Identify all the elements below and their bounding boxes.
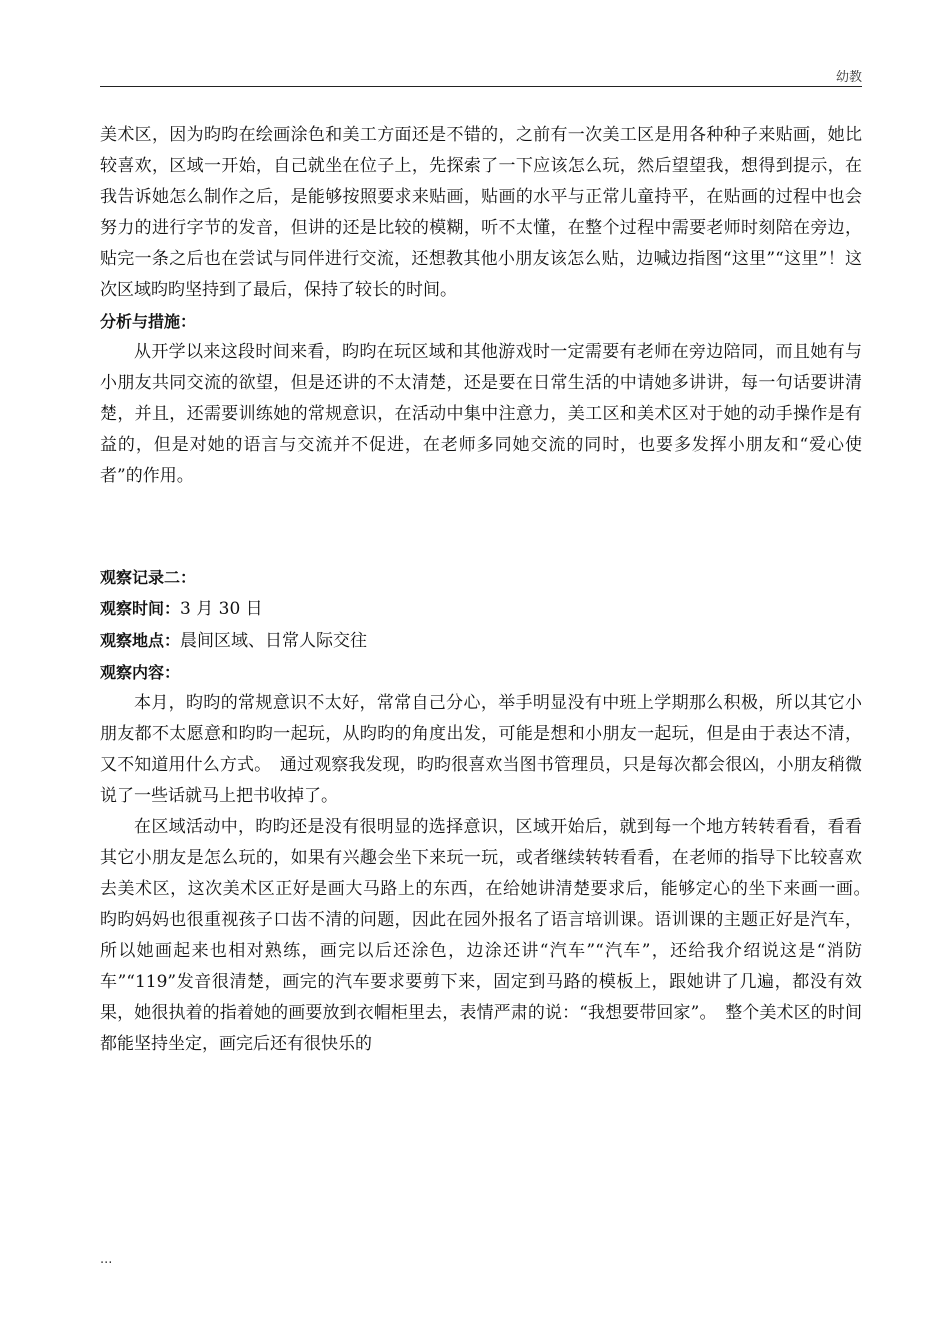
observation-time-row [100, 593, 862, 625]
section-spacer [100, 492, 862, 562]
observation-paragraph-2: 在区域活动中，昀昀还是没有很明显的选择意识，区域开始后，就到每一个地方转转看看，看看其它小朋友是怎么玩的，如果有兴趣会坐下来玩一玩，或者继续转转看看，在老师的指导下比较喜欢去美术区，这次美术区正好是画大马路上的东西，在给她讲清楚要求后，能够定心的坐下来画一画。 昀昀妈妈也很重视孩子口齿不清的问题，因此在园外报名了语言培训课。语训课的主题正好是汽车，所以她画起来也相对熟练，画完以后还涂色，边涂还讲“汽车”“汽车”，还给我介绍说这是“消防车”“119”发音很清楚，画完的汽车要求要剪下来，固定到马路的模板上，跟她讲了几遍，都没有效果，她很执着的指着她的画要放到衣帽柜里去，表情严肃的说：“我想要带回家”。 整个美术区的时间都能坚持坐定，画完后还有很快乐的 [100, 817, 879, 1054]
footer-ellipsis: ... [100, 1252, 113, 1267]
observation-record-title: 观察记录二： [100, 568, 197, 587]
observation-time-label: 观察时间： [100, 599, 181, 618]
header-label: 幼教 [835, 70, 862, 85]
observation-paragraph-1: 本月，昀昀的常规意识不太好，常常自己分心，举手明显没有中班上学期那么积极，所以其它小朋友都不太愿意和昀昀一起玩，从昀昀的角度出发，可能是想和小朋友一起玩，但是由于表达不清，又不知道用什么方式。 通过观察我发现，昀昀很喜欢当图书管理员，只是每次都会很凶，小朋友稍微说了一些话就马上把书收掉了。 [100, 693, 862, 806]
observation-place-value: 晨间区域、日常人际交往 [180, 631, 368, 651]
paragraph-art-area: 美术区，因为昀昀在绘画涂色和美工方面还是不错的，之前有一次美工区是用各种种子来贴画，她比较喜欢，区域一开始，自己就坐在位子上，先探索了一下应该怎么玩，然后望望我，想得到提示，在我告诉她怎么制作之后，是能够按照要求来贴画，贴画的水平与正常儿童持平，在贴画的过程中也会努力的进行字节的发音，但讲的还是比较的模糊，听不太懂，在整个过程中需要老师时刻陪在旁边，贴完一条之后也在尝试与同伴进行交流，还想教其他小朋友该怎么贴，边喊边指图“这里”“这里”！这次区域昀昀坚持到了最后，保持了较长的时间。 [100, 125, 862, 300]
observation-time-value: 3 月 30 日 [180, 599, 263, 619]
analysis-heading: 分析与措施： [100, 312, 197, 331]
analysis-paragraph: 从开学以来这段时间来看，昀昀在玩区域和其他游戏时一定需要有老师在旁边陪同，而且她有与小朋友共同交流的欲望，但是还讲的不太清楚，还是要在日常生活的中请她多讲讲，每一句话要讲清楚，并且，还需要训练她的常规意识，在活动中集中注意力，美工区和美术区对于她的动手操作是有益的，但是对她的语言与交流并不促进，在老师多同她交流的同时，也要多发挥小朋友和“爱心使者”的作用。 [100, 342, 862, 486]
observation-place-label: 观察地点： [100, 631, 181, 650]
observation-place-row [100, 625, 862, 657]
header-divider [100, 86, 862, 87]
observation-content-label: 观察内容： [100, 663, 181, 682]
document-body [100, 120, 879, 1060]
